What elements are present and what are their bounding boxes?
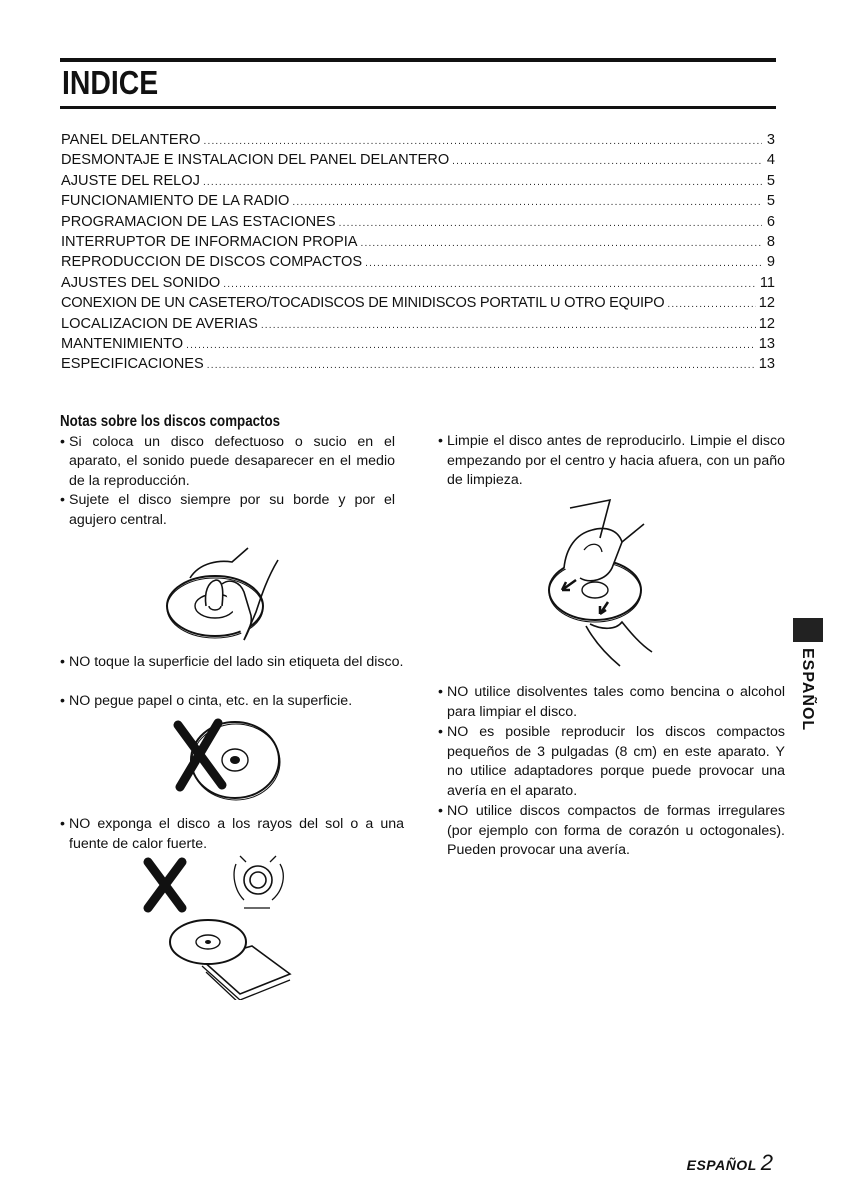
toc-page: 5 <box>766 172 775 189</box>
disc-hold-illustration <box>160 540 300 645</box>
toc-leader <box>223 275 757 295</box>
toc-entry[interactable] <box>61 171 775 191</box>
toc-entry[interactable] <box>61 130 775 150</box>
toc-page: 12 <box>758 315 775 332</box>
toc-page: 6 <box>766 213 775 230</box>
toc-label: PROGRAMACION DE LAS ESTACIONES <box>61 213 336 230</box>
toc-entry[interactable] <box>61 334 775 354</box>
toc-page: 11 <box>759 274 775 291</box>
toc-entry[interactable] <box>61 314 775 334</box>
toc-leader <box>204 132 763 152</box>
toc-label: MANTENIMIENTO <box>61 335 184 352</box>
toc-entry[interactable] <box>61 273 775 293</box>
page-footer <box>687 1150 773 1176</box>
toc-label: LOCALIZACION DE AVERIAS <box>61 315 258 332</box>
toc-page: 13 <box>758 335 775 352</box>
toc-entry[interactable] <box>61 354 775 374</box>
toc-entry[interactable] <box>61 191 775 211</box>
toc-page: 9 <box>766 254 775 271</box>
page-title: INDICE <box>62 64 159 101</box>
note-item: • NO utilice disolventes tales como bencina o alcohol para limpiar el disco. <box>438 683 785 722</box>
toc-entry[interactable] <box>61 293 775 313</box>
toc-leader <box>292 193 762 213</box>
toc-label: ESPECIFICACIONES <box>61 356 204 373</box>
toc-leader <box>361 234 763 254</box>
note-item: • NO es posible reproducir los discos compactos pequeños de 3 pulgadas (8 cm) en este aparato. Y no utilice adaptadores porque puede provocar una avería en el aparato. <box>438 723 785 801</box>
toc-entry[interactable] <box>61 212 775 232</box>
toc-leader <box>667 295 755 315</box>
toc-leader <box>452 152 762 172</box>
footer-language: ESPAÑOL <box>686 1157 757 1173</box>
no-sun-illustration <box>140 850 300 1000</box>
toc-label: FUNCIONAMIENTO DE LA RADIO <box>61 193 290 210</box>
note-item: • NO exponga el disco a los rayos del sol o a una fuente de calor fuerte. <box>60 815 404 854</box>
toc-page: 8 <box>766 233 775 250</box>
toc-label: REPRODUCCION DE DISCOS COMPACTOS <box>61 254 363 271</box>
top-rule <box>60 58 776 62</box>
disc-cleaning-illustration <box>540 498 660 673</box>
toc-page: 5 <box>766 193 775 210</box>
toc-entry[interactable] <box>61 232 775 252</box>
toc-page: 12 <box>758 295 775 312</box>
toc-entry[interactable] <box>61 252 775 272</box>
note-item: • NO toque la superficie del lado sin etiqueta del disco. <box>60 653 404 673</box>
note-item: • NO pegue papel o cinta, etc. en la superficie. <box>60 692 404 712</box>
toc-page: 3 <box>766 132 775 148</box>
toc-label: AJUSTE DEL RELOJ <box>61 172 200 189</box>
toc-page: 13 <box>758 356 775 373</box>
note-item: • Limpie el disco antes de reproducirlo. Limpie el disco empezando por el centro y hacia afuera, con un paño de limpieza. <box>438 432 785 491</box>
language-side-label: ESPAÑOL <box>799 648 816 732</box>
toc-page: 4 <box>766 152 775 169</box>
note-item: • Sujete el disco siempre por su borde y por el agujero central. <box>60 491 395 530</box>
title-underline <box>60 106 776 109</box>
note-item: • Si coloca un disco defectuoso o sucio en el aparato, el sonido puede desaparecer en el medio de la reproducción. <box>60 433 395 492</box>
note-item: • NO utilice discos compactos de formas irregulares (por ejemplo con forma de corazón u octogonales). Pueden provocar una avería. <box>438 802 785 861</box>
toc-leader <box>186 336 756 356</box>
toc-leader <box>365 254 762 274</box>
toc-leader <box>339 214 762 234</box>
toc-label: AJUSTES DEL SONIDO <box>61 274 221 291</box>
toc-leader <box>203 173 762 193</box>
toc-entry[interactable] <box>61 150 775 170</box>
toc-label: INTERRUPTOR DE INFORMACION PROPIA <box>61 233 358 250</box>
notes-heading: Notas sobre los discos compactos <box>60 413 281 430</box>
toc-label: CONEXION DE UN CASETERO/TOCADISCOS DE MINIDISCOS PORTATIL U OTRO EQUIPO <box>61 295 665 312</box>
table-of-contents <box>61 130 775 375</box>
toc-label: PANEL DELANTERO <box>61 132 201 148</box>
toc-leader <box>207 356 756 376</box>
notes-left-column <box>60 412 395 531</box>
toc-label: DESMONTAJE E INSTALACION DEL PANEL DELANTERO <box>61 152 450 169</box>
toc-leader <box>261 316 756 336</box>
language-tab-marker <box>793 618 823 642</box>
no-tape-illustration <box>160 715 285 805</box>
page-number: 2 <box>760 1150 773 1175</box>
